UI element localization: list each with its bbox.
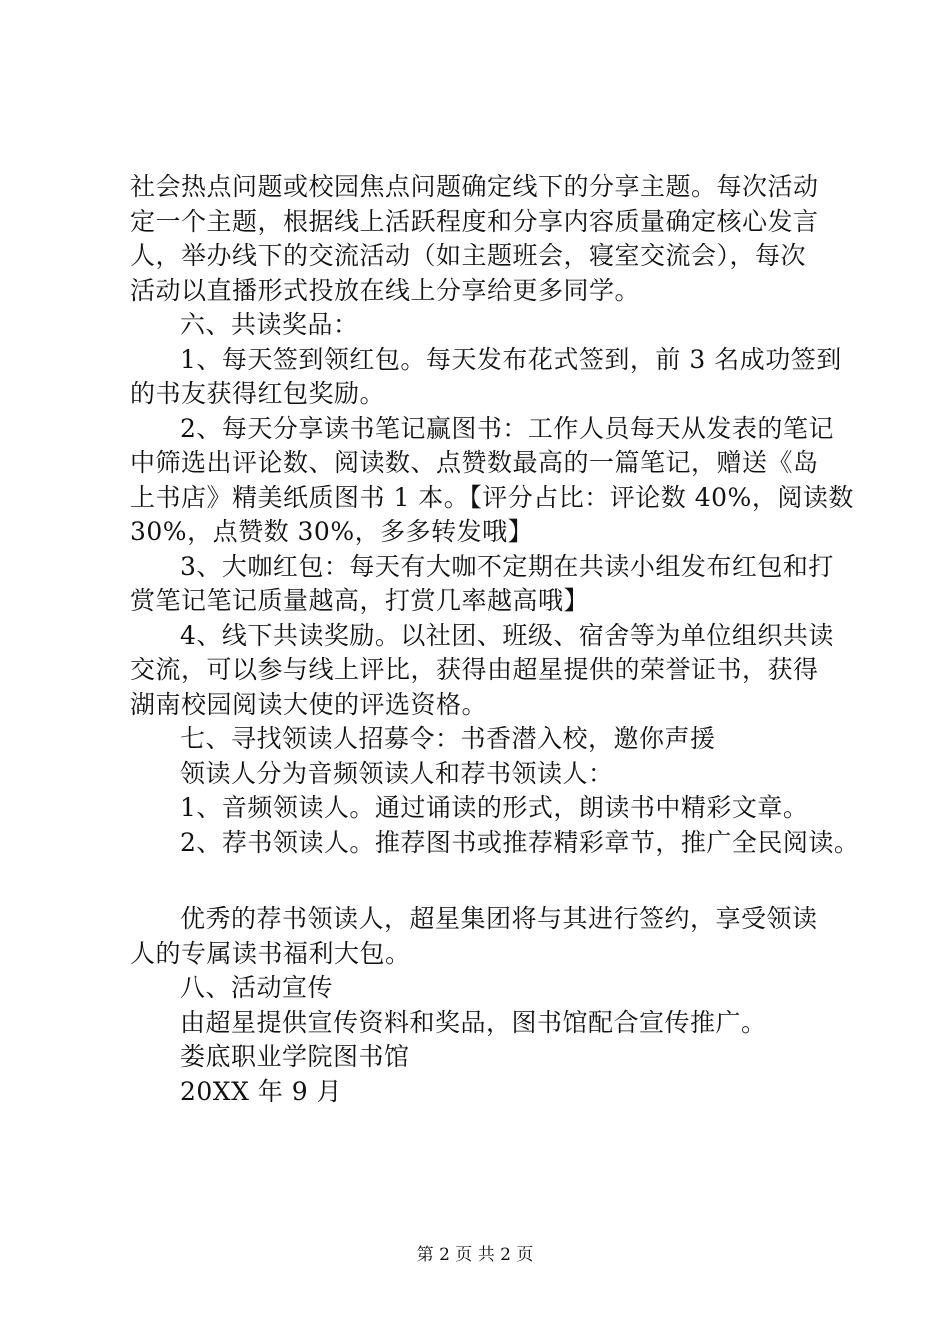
section-heading-six: 六、共读奖品： — [180, 310, 359, 339]
body-line: 2、荐书领读人。推荐图书或推荐精彩章节，推广全民阅读。 — [180, 827, 860, 857]
body-line: 1、每天签到领红包。每天发布花式签到，前 3 名成功签到 — [180, 344, 842, 374]
body-line: 2、每天分享读书笔记赢图书：工作人员每天从发表的笔记 — [180, 413, 834, 443]
body-line: 3、大咖红包：每天有大咖不定期在共读小组发布红包和打 — [180, 551, 834, 581]
body-line: 上书店》精美纸质图书 1 本。【评分占比：评论数 40%，阅读数 — [130, 482, 854, 512]
paragraph-gap — [130, 860, 835, 902]
body-line: 活动以直播形式投放在线上分享给更多同学。 — [130, 275, 641, 305]
body-line: 赏笔记笔记质量越高，打赏几率越高哦】 — [130, 586, 590, 615]
body-line: 领读人分为音频领读人和荐书领读人： — [180, 758, 614, 788]
section-heading-eight: 八、活动宣传 — [180, 973, 334, 1002]
body-line: 中筛选出评论数、阅读数、点赞数最高的一篇笔记，赠送《岛 — [130, 448, 819, 477]
signature-organization: 娄底职业学院图书馆 — [180, 1042, 410, 1071]
body-line: 社会热点问题或校园焦点问题确定线下的分享主题。每次活动 — [130, 172, 819, 201]
body-line: 优秀的荐书领读人，超星集团将与其进行签约，享受领读 — [180, 904, 818, 933]
body-line: 由超星提供宣传资料和奖品，图书馆配合宣传推广。 — [180, 1007, 767, 1037]
signature-date: 20XX 年 9 月 — [180, 1076, 343, 1106]
body-line: 30%，点赞数 30%，多多转发哦】 — [130, 517, 534, 546]
body-line: 湖南校园阅读大使的评选资格。 — [130, 689, 488, 719]
body-line: 的书友获得红包奖励。 — [130, 379, 386, 408]
body-line: 定一个主题，根据线上活跃程度和分享内容质量确定核心发言 — [130, 206, 819, 236]
page-number-footer: 第 2 页 共 2 页 — [416, 1245, 534, 1265]
body-line: 4、线下共读奖励。以社团、班级、宿舍等为单位组织共读 — [180, 620, 834, 650]
body-line: 人，举办线下的交流活动（如主题班会，寝室交流会），每次 — [130, 241, 807, 270]
section-heading-seven: 七、寻找领读人招募令：书香潜入校，邀你声援 — [180, 724, 716, 753]
body-line: 交流，可以参与线上评比，获得由超星提供的荣誉证书，获得 — [130, 655, 819, 684]
document-body — [130, 170, 860, 1109]
body-line: 人的专属读书福利大包。 — [130, 938, 411, 968]
body-line: 1、音频领读人。通过诵读的形式，朗读书中精彩文章。 — [180, 793, 809, 822]
